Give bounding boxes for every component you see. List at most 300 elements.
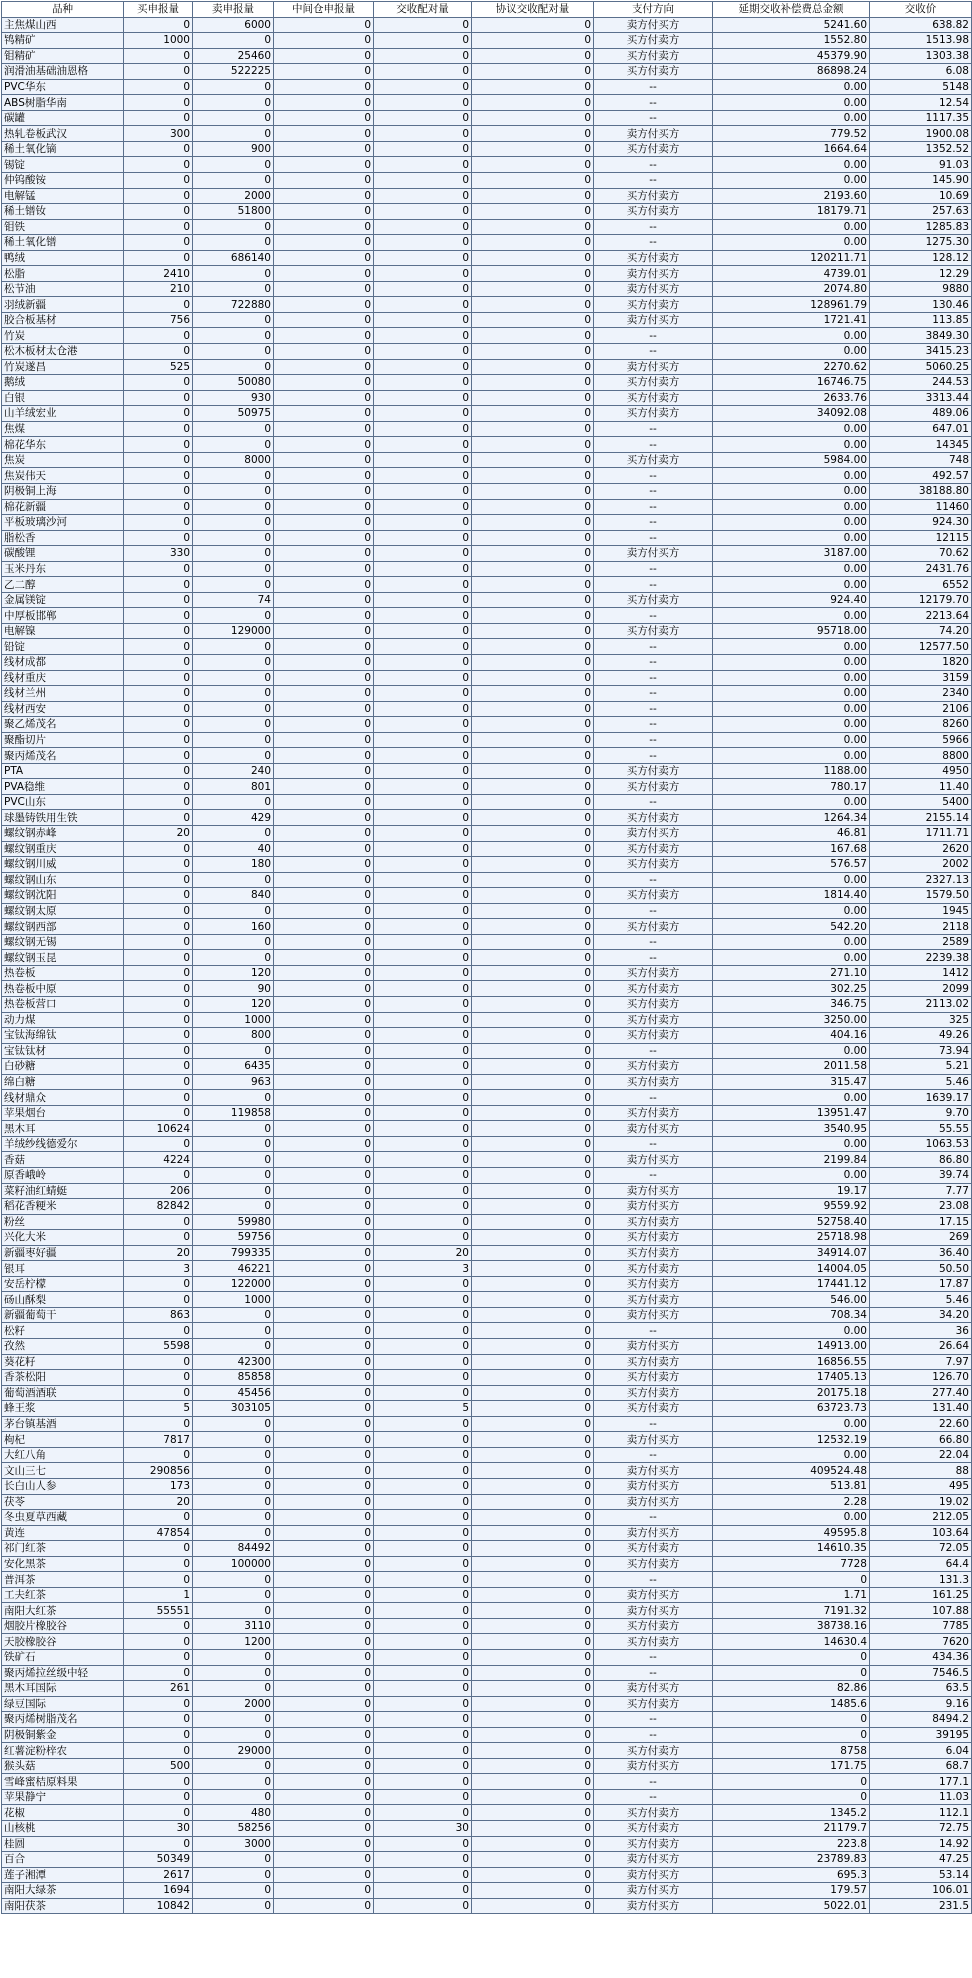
cell-delivery-price: 106.01 [870,1883,972,1899]
cell-pay-direction: 卖方付买方 [594,1898,713,1914]
cell-compensation: 2633.76 [713,390,870,406]
cell-agreement-qty: 0 [472,437,594,453]
cell-delivery-price: 86.80 [870,1152,972,1168]
cell-sell-qty: 160 [193,919,274,935]
cell-buy-qty: 0 [124,965,193,981]
cell-match-qty: 0 [374,173,472,189]
cell-compensation: 0.00 [713,1136,870,1152]
cell-buy-qty: 2617 [124,1867,193,1883]
table-row [2,888,972,904]
cell-warehouse-qty: 0 [274,1043,374,1059]
cell-match-qty: 0 [374,654,472,670]
cell-sell-qty: 120 [193,965,274,981]
cell-match-qty: 0 [374,1836,472,1852]
cell-sell-qty: 0 [193,219,274,235]
cell-compensation: 0.00 [713,608,870,624]
cell-pay-direction: -- [594,577,713,593]
cell-sell-qty: 2000 [193,188,274,204]
cell-buy-qty: 5598 [124,1339,193,1355]
cell-variety: 葡萄酒酒联 [2,1385,124,1401]
cell-delivery-price: 7.77 [870,1183,972,1199]
cell-pay-direction: -- [594,794,713,810]
cell-delivery-price: 1579.50 [870,888,972,904]
cell-sell-qty: 0 [193,266,274,282]
cell-match-qty: 0 [374,608,472,624]
cell-variety: 普洱茶 [2,1572,124,1588]
cell-variety: 线材鼎众 [2,1090,124,1106]
cell-sell-qty: 0 [193,1603,274,1619]
cell-compensation: 19.17 [713,1183,870,1199]
cell-sell-qty: 122000 [193,1276,274,1292]
cell-sell-qty: 0 [193,794,274,810]
table-header [2,2,972,18]
cell-buy-qty: 0 [124,1712,193,1728]
cell-compensation: 7191.32 [713,1603,870,1619]
cell-pay-direction: -- [594,110,713,126]
cell-agreement-qty: 0 [472,219,594,235]
cell-variety: 球墨铸铁用生铁 [2,810,124,826]
cell-delivery-price: 22.60 [870,1416,972,1432]
table-row [2,281,972,297]
cell-variety: 宝钛海绵钛 [2,1028,124,1044]
table-row [2,577,972,593]
cell-pay-direction: -- [594,1510,713,1526]
cell-sell-qty: 0 [193,1090,274,1106]
cell-variety: 螺纹钢玉昆 [2,950,124,966]
cell-compensation: 0.00 [713,468,870,484]
cell-warehouse-qty: 0 [274,888,374,904]
cell-pay-direction: -- [594,670,713,686]
cell-variety: 焦炭伟天 [2,468,124,484]
cell-agreement-qty: 0 [472,1447,594,1463]
cell-variety: PVA稳维 [2,779,124,795]
cell-match-qty: 30 [374,1820,472,1836]
cell-pay-direction: 买方付卖方 [594,1634,713,1650]
cell-delivery-price: 1945 [870,903,972,919]
cell-match-qty: 0 [374,1727,472,1743]
cell-sell-qty: 0 [193,173,274,189]
table-row [2,390,972,406]
cell-agreement-qty: 0 [472,1820,594,1836]
cell-sell-qty: 0 [193,95,274,111]
cell-compensation: 271.10 [713,965,870,981]
cell-sell-qty: 0 [193,1121,274,1137]
cell-sell-qty: 119858 [193,1105,274,1121]
cell-match-qty: 0 [374,670,472,686]
cell-sell-qty: 0 [193,235,274,251]
cell-variety: 兴化大米 [2,1230,124,1246]
cell-agreement-qty: 0 [472,297,594,313]
cell-compensation: 52758.40 [713,1214,870,1230]
cell-agreement-qty: 0 [472,1867,594,1883]
cell-pay-direction: 卖方付买方 [594,1852,713,1868]
cell-warehouse-qty: 0 [274,825,374,841]
cell-buy-qty: 0 [124,919,193,935]
cell-pay-direction: -- [594,1168,713,1184]
cell-compensation: 576.57 [713,857,870,873]
cell-match-qty: 0 [374,1168,472,1184]
cell-variety: 羊绒纱线德爱尔 [2,1136,124,1152]
cell-pay-direction: -- [594,1665,713,1681]
cell-warehouse-qty: 0 [274,1665,374,1681]
cell-variety: 葵花籽 [2,1354,124,1370]
cell-pay-direction: -- [594,1649,713,1665]
cell-warehouse-qty: 0 [274,1852,374,1868]
cell-buy-qty: 0 [124,390,193,406]
cell-pay-direction: 卖方付买方 [594,1603,713,1619]
cell-buy-qty: 55551 [124,1603,193,1619]
cell-sell-qty: 0 [193,359,274,375]
table-row [2,639,972,655]
cell-compensation: 2193.60 [713,188,870,204]
table-row [2,235,972,251]
table-row [2,1214,972,1230]
cell-warehouse-qty: 0 [274,1432,374,1448]
cell-buy-qty: 30 [124,1820,193,1836]
table-row [2,468,972,484]
cell-delivery-price: 2106 [870,701,972,717]
cell-delivery-price: 1820 [870,654,972,670]
cell-match-qty: 0 [374,1603,472,1619]
cell-warehouse-qty: 0 [274,810,374,826]
cell-match-qty: 0 [374,359,472,375]
cell-delivery-price: 36 [870,1323,972,1339]
cell-pay-direction: 卖方付买方 [594,1478,713,1494]
cell-sell-qty: 40 [193,841,274,857]
cell-buy-qty: 290856 [124,1463,193,1479]
cell-buy-qty: 0 [124,1323,193,1339]
cell-variety: 长白山人参 [2,1478,124,1494]
cell-delivery-price: 7546.5 [870,1665,972,1681]
cell-warehouse-qty: 0 [274,841,374,857]
cell-variety: 线材成都 [2,654,124,670]
cell-compensation: 0.00 [713,950,870,966]
cell-buy-qty: 0 [124,1805,193,1821]
cell-match-qty: 0 [374,188,472,204]
cell-agreement-qty: 0 [472,48,594,64]
cell-compensation: 4739.01 [713,266,870,282]
cell-warehouse-qty: 0 [274,1587,374,1603]
cell-agreement-qty: 0 [472,1090,594,1106]
cell-variety: 仲钨酸铵 [2,173,124,189]
cell-variety: 稀土镨钕 [2,204,124,220]
table-row [2,654,972,670]
cell-compensation: 38738.16 [713,1618,870,1634]
table-row [2,1385,972,1401]
cell-warehouse-qty: 0 [274,95,374,111]
cell-pay-direction: -- [594,732,713,748]
cell-agreement-qty: 0 [472,1743,594,1759]
cell-delivery-price: 17.87 [870,1276,972,1292]
cell-warehouse-qty: 0 [274,250,374,266]
table-row [2,1105,972,1121]
cell-buy-qty: 300 [124,126,193,142]
cell-match-qty: 0 [374,546,472,562]
cell-pay-direction: 买方付卖方 [594,1541,713,1557]
cell-variety: ABS树脂华南 [2,95,124,111]
cell-warehouse-qty: 0 [274,608,374,624]
cell-compensation: 780.17 [713,779,870,795]
cell-delivery-price: 47.25 [870,1852,972,1868]
cell-match-qty: 0 [374,1665,472,1681]
cell-delivery-price: 1117.35 [870,110,972,126]
cell-delivery-price: 4950 [870,763,972,779]
cell-agreement-qty: 0 [472,1883,594,1899]
cell-pay-direction: 买方付卖方 [594,297,713,313]
cell-agreement-qty: 0 [472,1401,594,1417]
cell-pay-direction: -- [594,934,713,950]
cell-pay-direction: -- [594,1447,713,1463]
cell-variety: 螺纹钢无锡 [2,934,124,950]
cell-warehouse-qty: 0 [274,1681,374,1697]
cell-delivery-price: 128.12 [870,250,972,266]
cell-warehouse-qty: 0 [274,328,374,344]
cell-sell-qty: 0 [193,825,274,841]
column-header-sell-qty: 卖申报量 [193,2,274,18]
cell-delivery-price: 434.36 [870,1649,972,1665]
cell-match-qty: 0 [374,1510,472,1526]
cell-match-qty: 0 [374,732,472,748]
cell-agreement-qty: 0 [472,701,594,717]
cell-delivery-price: 12.54 [870,95,972,111]
table-row [2,794,972,810]
cell-buy-qty: 500 [124,1758,193,1774]
table-row [2,297,972,313]
cell-variety: 黑木耳 [2,1121,124,1137]
cell-delivery-price: 489.06 [870,406,972,422]
cell-delivery-price: 244.53 [870,375,972,391]
cell-agreement-qty: 0 [472,1556,594,1572]
cell-match-qty: 0 [374,1043,472,1059]
cell-match-qty: 0 [374,1587,472,1603]
cell-pay-direction: 卖方付买方 [594,1199,713,1215]
table-row [2,1494,972,1510]
cell-sell-qty: 0 [193,1510,274,1526]
cell-agreement-qty: 0 [472,1603,594,1619]
cell-sell-qty: 0 [193,639,274,655]
cell-agreement-qty: 0 [472,779,594,795]
cell-delivery-price: 14345 [870,437,972,453]
cell-agreement-qty: 0 [472,390,594,406]
table-row [2,1432,972,1448]
cell-buy-qty: 0 [124,1292,193,1308]
cell-buy-qty: 0 [124,686,193,702]
cell-warehouse-qty: 0 [274,1510,374,1526]
cell-pay-direction: 买方付卖方 [594,1743,713,1759]
cell-variety: 花椒 [2,1805,124,1821]
cell-agreement-qty: 0 [472,825,594,841]
cell-match-qty: 0 [374,1028,472,1044]
cell-match-qty: 0 [374,1059,472,1075]
cell-warehouse-qty: 0 [274,1774,374,1790]
cell-sell-qty: 0 [193,1183,274,1199]
cell-pay-direction: 买方付卖方 [594,1261,713,1277]
cell-compensation: 18179.71 [713,204,870,220]
cell-match-qty: 0 [374,312,472,328]
cell-pay-direction: 卖方付买方 [594,126,713,142]
cell-delivery-price: 55.55 [870,1121,972,1137]
cell-compensation: 14913.00 [713,1339,870,1355]
cell-match-qty: 0 [374,903,472,919]
cell-pay-direction: -- [594,1727,713,1743]
cell-sell-qty: 0 [193,1463,274,1479]
cell-variety: 胶合板基材 [2,312,124,328]
cell-compensation: 46.81 [713,825,870,841]
cell-warehouse-qty: 0 [274,965,374,981]
cell-variety: 砀山酥梨 [2,1292,124,1308]
cell-delivery-price: 5.46 [870,1292,972,1308]
cell-warehouse-qty: 0 [274,1867,374,1883]
cell-buy-qty: 0 [124,561,193,577]
cell-pay-direction: -- [594,1774,713,1790]
cell-compensation: 0.00 [713,1043,870,1059]
cell-compensation: 1345.2 [713,1805,870,1821]
cell-delivery-price: 2002 [870,857,972,873]
cell-delivery-price: 9.16 [870,1696,972,1712]
cell-compensation: 0 [713,1572,870,1588]
cell-warehouse-qty: 0 [274,421,374,437]
table-row [2,981,972,997]
cell-agreement-qty: 0 [472,1541,594,1557]
cell-match-qty: 5 [374,1401,472,1417]
cell-delivery-price: 3849.30 [870,328,972,344]
cell-warehouse-qty: 0 [274,173,374,189]
cell-variety: 工夫红茶 [2,1587,124,1603]
cell-warehouse-qty: 0 [274,1649,374,1665]
cell-match-qty: 3 [374,1261,472,1277]
cell-warehouse-qty: 0 [274,483,374,499]
cell-warehouse-qty: 0 [274,1354,374,1370]
cell-agreement-qty: 0 [472,872,594,888]
cell-variety: 焦煤 [2,421,124,437]
cell-variety: 枸杞 [2,1432,124,1448]
cell-variety: 安岳柠檬 [2,1276,124,1292]
table-row [2,1261,972,1277]
cell-variety: 竹炭遂昌 [2,359,124,375]
cell-match-qty: 0 [374,1712,472,1728]
table-row [2,1712,972,1728]
cell-pay-direction: 卖方付买方 [594,1681,713,1697]
cell-variety: PVC山东 [2,794,124,810]
table-row [2,375,972,391]
cell-delivery-price: 1285.83 [870,219,972,235]
cell-match-qty: 0 [374,250,472,266]
cell-warehouse-qty: 0 [274,1883,374,1899]
cell-agreement-qty: 0 [472,188,594,204]
cell-pay-direction: 买方付卖方 [594,1292,713,1308]
cell-match-qty: 0 [374,1323,472,1339]
cell-match-qty: 0 [374,235,472,251]
cell-match-qty: 0 [374,981,472,997]
cell-compensation: 34092.08 [713,406,870,422]
cell-agreement-qty: 0 [472,173,594,189]
column-header-buy-qty: 买申报量 [124,2,193,18]
cell-warehouse-qty: 0 [274,1370,374,1386]
cell-agreement-qty: 0 [472,1665,594,1681]
cell-match-qty: 0 [374,623,472,639]
cell-sell-qty: 51800 [193,204,274,220]
cell-variety: 白银 [2,390,124,406]
cell-pay-direction: 买方付卖方 [594,1696,713,1712]
table-row [2,810,972,826]
cell-agreement-qty: 0 [472,530,594,546]
cell-compensation: 0.00 [713,654,870,670]
cell-sell-qty: 0 [193,33,274,49]
cell-compensation: 346.75 [713,997,870,1013]
table-row [2,515,972,531]
cell-delivery-price: 2620 [870,841,972,857]
cell-warehouse-qty: 0 [274,546,374,562]
cell-warehouse-qty: 0 [274,1307,374,1323]
cell-agreement-qty: 0 [472,1727,594,1743]
cell-delivery-price: 2340 [870,686,972,702]
cell-warehouse-qty: 0 [274,1696,374,1712]
cell-compensation: 0.00 [713,173,870,189]
cell-warehouse-qty: 0 [274,204,374,220]
cell-buy-qty: 7817 [124,1432,193,1448]
cell-warehouse-qty: 0 [274,126,374,142]
cell-variety: 天胶橡胶谷 [2,1634,124,1650]
cell-delivery-price: 2327.13 [870,872,972,888]
cell-buy-qty: 0 [124,1136,193,1152]
cell-buy-qty: 0 [124,1572,193,1588]
cell-delivery-price: 177.1 [870,1774,972,1790]
cell-buy-qty: 0 [124,219,193,235]
cell-buy-qty: 0 [124,95,193,111]
cell-delivery-price: 2213.64 [870,608,972,624]
table-row [2,950,972,966]
cell-sell-qty: 0 [193,934,274,950]
table-row [2,1152,972,1168]
cell-buy-qty: 1 [124,1587,193,1603]
cell-pay-direction: 卖方付买方 [594,1152,713,1168]
cell-pay-direction: -- [594,872,713,888]
cell-pay-direction: 卖方付买方 [594,1339,713,1355]
cell-compensation: 223.8 [713,1836,870,1852]
cell-delivery-price: 2155.14 [870,810,972,826]
cell-agreement-qty: 0 [472,919,594,935]
cell-pay-direction: 买方付卖方 [594,1074,713,1090]
cell-agreement-qty: 0 [472,1105,594,1121]
cell-sell-qty: 0 [193,1649,274,1665]
cell-variety: 钼铁 [2,219,124,235]
cell-delivery-price: 748 [870,452,972,468]
cell-compensation: 0.00 [713,1447,870,1463]
table-row [2,1867,972,1883]
cell-sell-qty: 0 [193,1587,274,1603]
cell-match-qty: 0 [374,421,472,437]
cell-variety: 松木板材太仓港 [2,344,124,360]
cell-compensation: 2199.84 [713,1152,870,1168]
cell-variety: 黑木耳国际 [2,1681,124,1697]
cell-agreement-qty: 0 [472,1323,594,1339]
cell-compensation: 513.81 [713,1478,870,1494]
cell-sell-qty: 0 [193,1525,274,1541]
cell-pay-direction: 买方付卖方 [594,1230,713,1246]
cell-delivery-price: 39.74 [870,1168,972,1184]
cell-compensation: 2074.80 [713,281,870,297]
cell-warehouse-qty: 0 [274,297,374,313]
table-row [2,701,972,717]
cell-delivery-price: 3415.23 [870,344,972,360]
cell-match-qty: 0 [374,748,472,764]
cell-agreement-qty: 0 [472,888,594,904]
cell-delivery-price: 1412 [870,965,972,981]
cell-agreement-qty: 0 [472,1245,594,1261]
cell-buy-qty: 0 [124,1059,193,1075]
cell-agreement-qty: 0 [472,546,594,562]
cell-sell-qty: 0 [193,1883,274,1899]
